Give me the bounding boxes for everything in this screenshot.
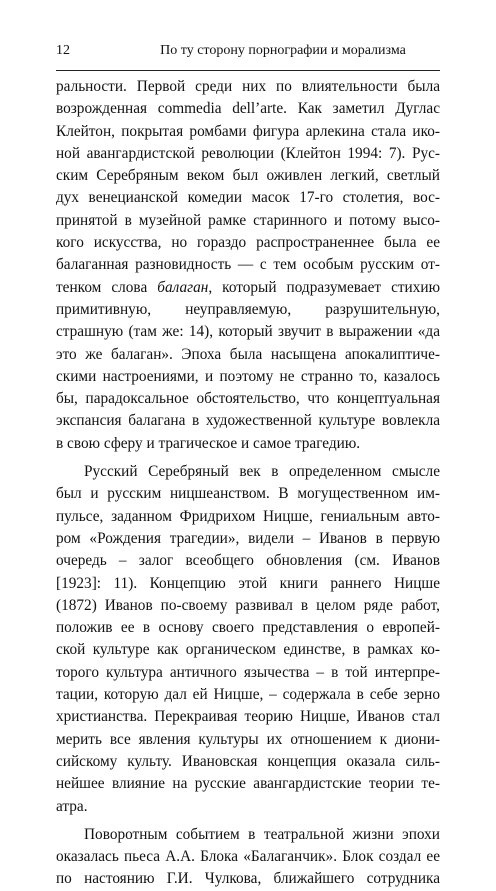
text-line: сийскому культу. Ивановская концепция оказала силь- <box>56 752 440 770</box>
text-line: это же балаган». Эпоха была насыщена апокалиптиче- <box>56 345 440 363</box>
text-line: был и русским ницшеанством. В могущественном им- <box>56 485 440 503</box>
text-line: скими настроениями, и поэтому не странно то, казалось <box>56 367 440 385</box>
text-line: кого искусства, но гораздо распространеннее была ее <box>56 234 440 252</box>
text-line: возрожденная commedia dell’arte. Как заметил Дуглас <box>56 100 440 118</box>
text-line: в свою сферу и трагическое и самое трагедию. <box>56 434 361 452</box>
text-line: нейшее влияние на русские авангардистские теории те- <box>56 775 440 793</box>
text-line: положив ее в основу своего представления о европей- <box>56 619 440 637</box>
text-line: Поворотным событием в театральной жизни эпохи <box>84 825 440 843</box>
text-line: ной авангардистской революции (Клейтон 1994: 7). Рус- <box>56 144 440 162</box>
paragraph-3 <box>56 824 440 891</box>
paragraph-2 <box>56 461 440 818</box>
text-line: оказалась пьеса А.А. Блока «Балаганчик». Блок создал ее <box>56 848 440 866</box>
text-line: пульсе, заданном Фридрихом Ницше, гениальным авто- <box>56 507 440 525</box>
text-line: христианства. Перекраивая теорию Ницше, Иванов стал <box>56 708 440 726</box>
text-line: очередь – залог всеобщего обновления (см. Иванов <box>56 552 440 570</box>
body-text <box>56 76 440 891</box>
text-line: примитивную, неуправляемую, разрушительную, <box>56 300 440 318</box>
text-line: ральности. Первой среди них по влиятельности была <box>56 78 440 95</box>
text-line: (1872) Иванов по-своему развивал в целом ряде работ, <box>56 596 440 614</box>
text-line: по настоянию Г.И. Чулкова, ближайшего сотрудника <box>56 870 440 888</box>
text-line: тации, которую дал ей Ницше, – содержала в себе зерно <box>56 686 440 704</box>
header-rule <box>56 70 440 71</box>
text-line: ской культуре как органическом единстве, в рамках ко- <box>56 641 440 659</box>
text-line: тенком слова балаган, который подразумевает стихию <box>56 278 440 296</box>
text-line: атра. <box>56 797 88 815</box>
text-line: мерить все явления культуры их отношением к диони- <box>56 730 440 748</box>
page-number: 12 <box>56 43 70 58</box>
text-line: бы, парадоксальное обстоятельство, что концептуальная <box>56 390 440 408</box>
text-line: принятой в музейной рамке старинного и потому высо- <box>56 211 440 229</box>
emphasized-word: балаган <box>157 278 209 296</box>
text-line: [1923]: 11). Концепцию этой книги раннего Ницше <box>56 574 440 592</box>
text-line: ром «Рождения трагедии», видели – Иванов в первую <box>56 529 440 547</box>
text-line: дух венецианской комедии масок 17-го столетия, вос- <box>56 189 440 207</box>
text-line: балаганная разновидность — с тем особым русским от- <box>56 256 440 274</box>
page-header <box>56 40 440 62</box>
text-line: страшную (там же: 14), который звучит в выражении «да <box>56 323 440 341</box>
text-line: ским Серебряным веком был оживлен легкий, светлый <box>56 167 440 185</box>
text-line: экспансия балагана в художественной культуре вовлекла <box>56 412 440 430</box>
running-title: По ту сторону порнографии и морализма <box>160 43 406 58</box>
text-line: Клейтон, покрытая ромбами фигура арлекина стала ико- <box>56 122 440 140</box>
text-line: торого культура античного язычества – в той интерпре- <box>56 663 440 681</box>
text-line: Русский Серебряный век в определенном смысле <box>84 463 440 481</box>
paragraph-1 <box>56 76 440 455</box>
